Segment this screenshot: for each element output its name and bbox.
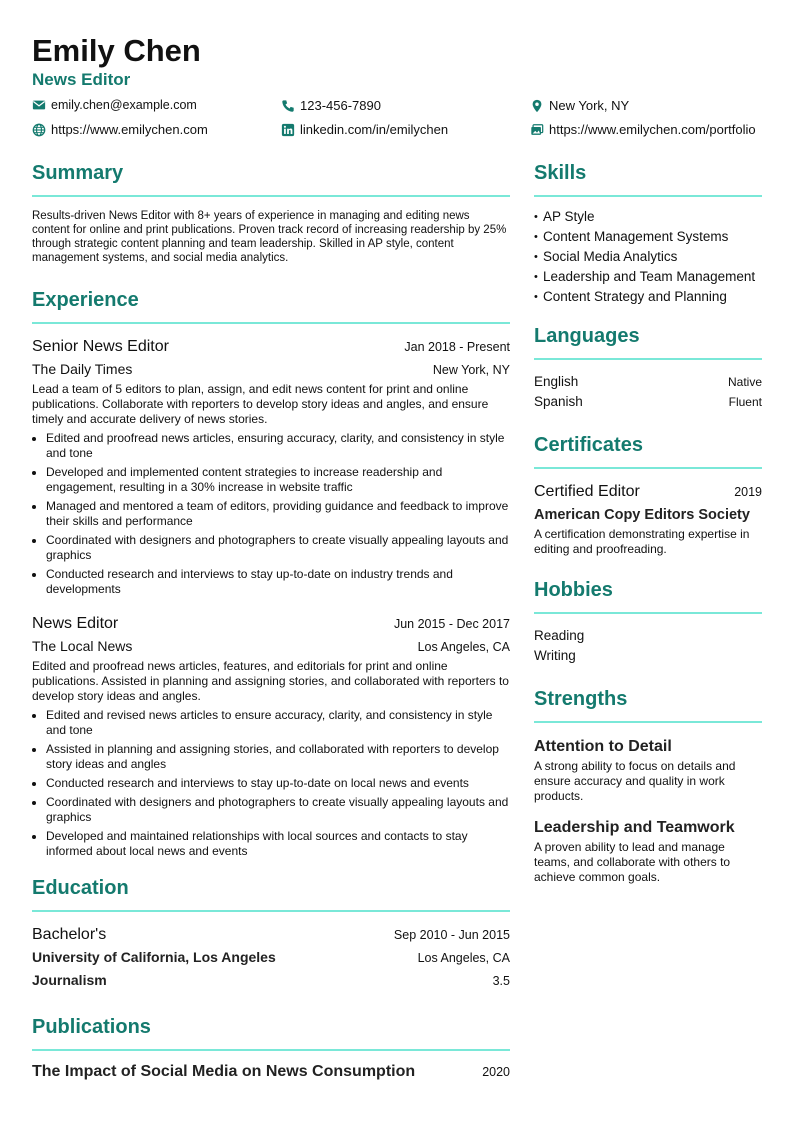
language-name: Spanish <box>534 394 583 409</box>
job-entry <box>32 336 510 597</box>
phone-icon <box>281 99 295 113</box>
job-bullet: • Developed and implemented content strategies to increase readership and engagement, resulting in a 30% increase in website traffic <box>46 465 510 495</box>
publication-title: The Impact of Social Media on News Consumption <box>32 1063 416 1080</box>
skill-item: • Content Strategy and Planning <box>534 289 762 305</box>
job-bullet: • Coordinated with designers and photographers to create visually appealing layouts and graphics <box>46 533 510 563</box>
job-bullets <box>32 431 510 597</box>
left-column <box>32 160 510 1103</box>
strength-description: A strong ability to focus on details and ensure accuracy and quality in work products. <box>534 759 736 803</box>
education-section <box>32 875 510 992</box>
mail-icon <box>32 98 46 112</box>
education-degree: Bachelor's <box>32 926 107 943</box>
contact-email-text: emily.chen@example.com <box>51 98 197 112</box>
certificate-description: A certification demonstrating expertise in editing and proofreading. <box>534 527 750 556</box>
job-location: New York, NY <box>432 363 510 377</box>
contact-portfolio-text: https://www.emilychen.com/portfolio <box>549 122 756 137</box>
linkedin-icon <box>281 123 295 137</box>
summary-text: Results-driven News Editor with 8+ years of experience in managing and editing news content for online and print publications. Proven track record of increasing readership by 25% through strategic content planning and team leadership. Skilled in AP style, content management systems, and social media analytics. <box>32 210 507 264</box>
job-title: News Editor <box>32 615 119 632</box>
hobbies-heading: Hobbies <box>534 577 762 614</box>
hobbies-section <box>534 577 762 666</box>
hobby-item: Reading <box>534 628 585 643</box>
right-column <box>534 160 762 907</box>
job-bullet: • Edited and revised news articles to ensure accuracy, clarity, and consistency in style and tone <box>46 708 510 738</box>
language-row <box>534 392 762 412</box>
publications-heading: Publications <box>32 1014 510 1051</box>
skill-item: • Leadership and Team Management <box>534 269 762 285</box>
strength-item <box>534 735 762 804</box>
contact-portfolio[interactable] <box>530 122 756 137</box>
strength-description: A proven ability to lead and manage teams, and collaborate with others to achieve common goals. <box>534 840 731 884</box>
job-bullet: • Assisted in planning and assigning stories, and collaborated with reporters to develop story ideas and angles <box>46 742 510 772</box>
job-bullet: • Coordinated with designers and photographers to create visually appealing layouts and graphics <box>46 795 510 825</box>
contact-phone-text: 123-456-7890 <box>300 98 381 113</box>
contact-linkedin-text: linkedin.com/in/emilychen <box>300 122 449 137</box>
experience-heading: Experience <box>32 287 510 324</box>
skill-item: • Content Management Systems <box>534 229 762 245</box>
contact-email[interactable] <box>32 98 197 112</box>
language-level: Native <box>727 375 762 389</box>
education-field: Journalism <box>32 972 107 988</box>
contact-website[interactable] <box>32 122 208 137</box>
job-company: The Daily Times <box>32 361 133 377</box>
job-bullet: • Edited and proofread news articles, ensuring accuracy, clarity, and consistency in style and tone <box>46 431 510 461</box>
job-bullet: • Conducted research and interviews to stay up-to-date on industry trends and developments <box>46 567 510 597</box>
job-dates: Jun 2015 - Dec 2017 <box>393 617 510 631</box>
location-icon <box>530 99 544 113</box>
languages-heading: Languages <box>534 323 762 360</box>
contact-phone[interactable] <box>281 98 381 113</box>
contact-website-text: https://www.emilychen.com <box>51 122 208 137</box>
certificate-issuer: American Copy Editors Society <box>534 507 750 523</box>
job-dates: Jan 2018 - Present <box>404 340 510 354</box>
job-company: The Local News <box>32 638 133 654</box>
contact-location-text: New York, NY <box>549 98 630 113</box>
skill-item: • AP Style <box>534 209 762 225</box>
contact-location <box>530 98 629 113</box>
summary-heading: Summary <box>32 160 510 197</box>
publication-year: 2020 <box>482 1065 510 1079</box>
job-bullet: • Conducted research and interviews to stay up-to-date on local news and events <box>46 776 510 791</box>
job-bullet: • Developed and maintained relationships with local sources and contacts to stay informed about local news and events <box>46 829 510 859</box>
education-school: University of California, Los Angeles <box>32 949 276 965</box>
education-heading: Education <box>32 875 510 912</box>
skills-list <box>534 209 762 305</box>
publications-section <box>32 1014 510 1081</box>
job-description: Lead a team of 5 editors to plan, assign, and edit news content for print and online publications. Collaborate with reporters to develop story ideas and angles, and ensure timely and accurate delivery of news stories. <box>32 382 489 426</box>
job-bullet: • Managed and mentored a team of editors, providing guidance and feedback to improve their skills and performance <box>46 499 510 529</box>
contact-linkedin[interactable] <box>281 122 448 137</box>
skills-heading: Skills <box>534 160 762 197</box>
strength-name: Leadership and Teamwork <box>534 819 735 836</box>
strength-name: Attention to Detail <box>534 738 672 755</box>
job-location: Los Angeles, CA <box>417 640 510 654</box>
certificates-section <box>534 432 762 557</box>
education-gpa: 3.5 <box>492 974 510 988</box>
education-dates: Sep 2010 - Jun 2015 <box>393 928 510 942</box>
job-bullets <box>32 708 510 859</box>
globe-icon <box>32 123 46 137</box>
candidate-name: Emily Chen <box>32 33 201 68</box>
hobby-item: Writing <box>534 648 576 663</box>
certificates-heading: Certificates <box>534 432 762 469</box>
language-level: Fluent <box>728 395 762 409</box>
certificate-year: 2019 <box>734 485 762 499</box>
job-entry <box>32 613 510 859</box>
languages-section <box>534 323 762 412</box>
experience-section <box>32 287 510 859</box>
language-name: English <box>534 374 579 389</box>
candidate-title: News Editor <box>32 70 131 89</box>
job-description: Edited and proofread news articles, features, and editorials for print and online publications. Assisted in planning and assigning stories, and collaborated with reporters to develop story ideas and angles. <box>32 659 509 703</box>
skills-section <box>534 160 762 305</box>
certificate-name: Certified Editor <box>534 483 640 500</box>
education-location: Los Angeles, CA <box>417 951 510 965</box>
strengths-heading: Strengths <box>534 686 762 723</box>
job-title: Senior News Editor <box>32 338 169 355</box>
strength-item <box>534 816 762 885</box>
portfolio-icon <box>530 123 544 137</box>
language-row <box>534 372 762 392</box>
strengths-section <box>534 686 762 885</box>
summary-section <box>32 160 510 265</box>
skill-item: • Social Media Analytics <box>534 249 762 265</box>
